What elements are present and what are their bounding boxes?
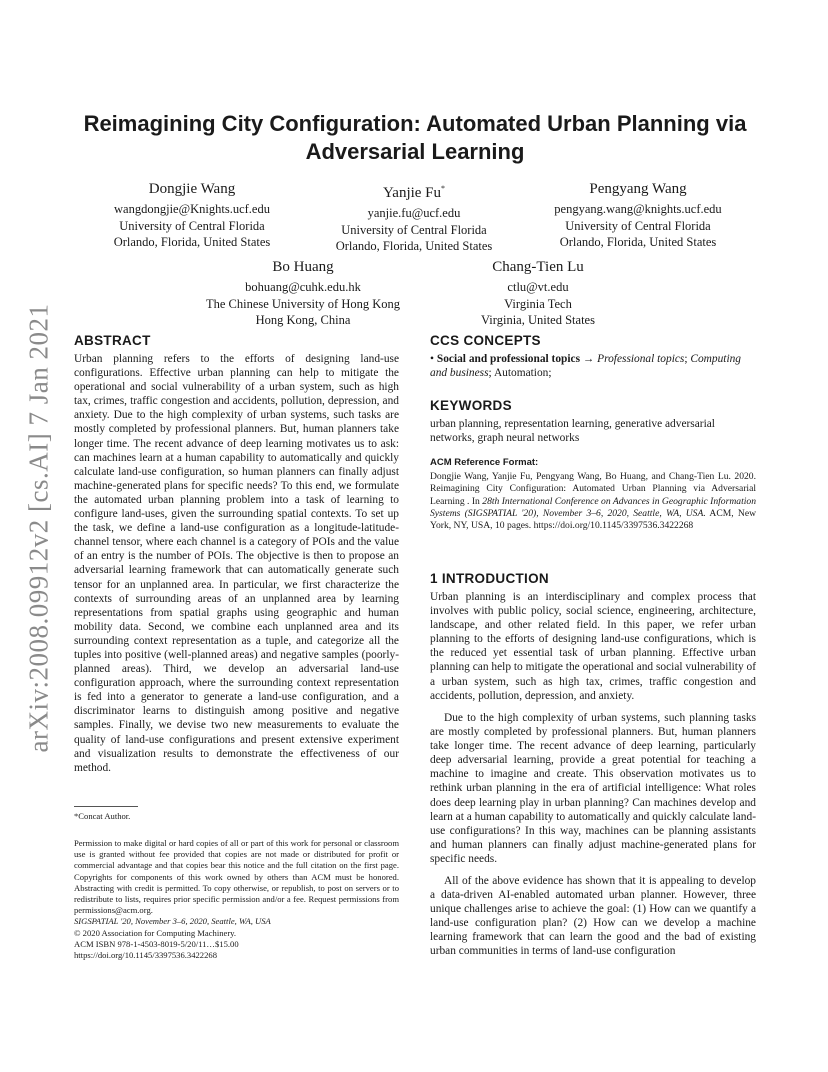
ccs-topic: Computing and business xyxy=(430,353,742,380)
author-email: pengyang.wang@knights.ucf.edu xyxy=(554,202,722,216)
author-block xyxy=(322,179,506,255)
author-name: Bo Huang xyxy=(272,259,334,275)
permission-block xyxy=(74,838,399,961)
acm-ref-post: ACM, New York, NY, USA, 10 pages. https://doi.org/10.1145/3397536.3422268 xyxy=(430,507,756,532)
author-affiliation: University of Central Florida xyxy=(341,222,487,237)
author-block xyxy=(100,179,284,251)
keywords-text: urban planning, representation learning, generative adversarial networks, graph neural networks xyxy=(430,418,715,445)
acm-ref-heading: ACM Reference Format: xyxy=(430,457,539,468)
permission-text: Permission to make digital or hard copies of all or part of this work for personal or classroom use is granted without fee provided that copies are not made or distributed for profit or commercial advantage and that copies bear this notice and the full citation on the first page. Copyrights for components of this work owned by others than ACM must be honored. Abstracting with credit is permitted. To copy otherwise, or republish, to post on servers or to redistribute to lists, requires prior specific permission and/or a fee. Request permissions from permissions@acm.org. xyxy=(74,838,399,916)
ccs-topic: Professional topics xyxy=(597,353,685,365)
permission-doi: https://doi.org/10.1145/3397536.3422268 xyxy=(74,950,217,961)
ccs-concept: Social and professional topics xyxy=(436,353,581,365)
intro-heading: 1 INTRODUCTION xyxy=(430,571,549,586)
ccs-text: • Social and professional topics → Professional topics; Computing and business; Automation; xyxy=(430,353,742,380)
acm-ref-pre: Dongjie Wang, Yanjie Fu, Pengyang Wang, Bo Huang, and Chang-Tien Lu. 2020. Reimagining City Configuration: Automated Urban Planning via Adversarial Learning . In xyxy=(430,471,756,507)
author-affiliation: University of Central Florida xyxy=(565,218,711,233)
author-email: bohuang@cuhk.edu.hk xyxy=(245,280,361,294)
author-location: Orlando, Florida, United States xyxy=(335,239,493,253)
author-location: Orlando, Florida, United States xyxy=(113,235,271,249)
author-email: wangdongjie@Knights.ucf.edu xyxy=(114,202,270,216)
author-affiliation: Virginia Tech xyxy=(504,296,572,311)
author-location: Virginia, United States xyxy=(481,313,595,327)
author-location: Orlando, Florida, United States xyxy=(559,235,717,249)
abstract-heading: ABSTRACT xyxy=(74,333,151,348)
author-email: ctlu@vt.edu xyxy=(507,280,569,294)
author-location: Hong Kong, China xyxy=(255,313,351,327)
footnote-rule xyxy=(74,806,138,807)
ccs-arrow: → xyxy=(582,353,595,365)
acm-ref-venue: 28th International Conference on Advances in Geographic Information Systems (SIGSPATIAL '20), November 3–6, 2020, Seattle, WA, USA. xyxy=(430,495,756,519)
author-block xyxy=(190,257,416,329)
permission-isbn: ACM ISBN 978-1-4503-8019-5/20/11…$15.00 xyxy=(74,938,239,949)
author-affiliation: University of Central Florida xyxy=(119,218,265,233)
permission-copyright: © 2020 Association for Computing Machinery. xyxy=(74,927,237,938)
ccs-bullet: • xyxy=(430,353,434,365)
intro-paragraph: Urban planning is an interdisciplinary and complex process that involves with public policy, social science, engineering, architecture, landscape, and other related field. In this paper, we refer urban planning to the efforts of designing land-use configurations, which is the reduced yet essential task of urban planning. Effective urban planning can help to mitigate the operational and social vulnerability of a urban system, such as high tax, crimes, traffic congestion and accidents, pollution, depression, and anxiety. xyxy=(430,591,756,702)
footnote: *Concat Author. xyxy=(74,811,131,821)
ccs-heading: CCS CONCEPTS xyxy=(430,333,541,348)
arxiv-id-text: arXiv:2008.09912v2 [cs.AI] 7 Jan 2021 xyxy=(23,303,54,753)
author-mark: * xyxy=(441,184,446,193)
author-email: yanjie.fu@ucf.edu xyxy=(367,206,461,220)
author-affiliation: The Chinese University of Hong Kong xyxy=(205,296,401,311)
acm-ref-text xyxy=(430,471,756,532)
author-name: Yanjie Fu xyxy=(382,185,442,201)
permission-venue: SIGSPATIAL '20, November 3–6, 2020, Seattle, WA, USA xyxy=(74,916,271,927)
intro-paragraph: Due to the high complexity of urban systems, such planning tasks are mostly completed by professional planners. But, human planners take longer time. The recent advance of deep learning, particularly deep adversarial learning, provide a great potential for teaching a machine to imagine and create. This observation motivates us to rethink urban planning in the era of artificial intelligence: What roles does deep learning play in urban planning? Can machines develop and learn at a human capability to automatically and quickly calculate land-use configurations? In this way, machines can be planning assistants and human planners can finally adjust machine-generated plans for specific needs. xyxy=(430,712,756,865)
author-name: Dongjie Wang xyxy=(148,181,236,197)
author-name: Chang-Tien Lu xyxy=(492,259,584,275)
arxiv-identifier xyxy=(20,303,58,753)
author-name: Pengyang Wang xyxy=(589,181,687,197)
author-block xyxy=(538,179,738,251)
keywords-heading: KEYWORDS xyxy=(430,398,512,413)
author-block xyxy=(438,257,638,329)
intro-paragraph: All of the above evidence has shown that it is appealing to develop a data-driven AI-enabled automated urban planner. However, three unique challenges arise to achieve the goal: (1) How can we quantify a land-use configuration plan? (2) How can we develop a machine learning framework that can learn the good and the bad of existing urban communities in terms of land-use configuration xyxy=(430,875,756,958)
paper-title: Reimagining City Configuration: Automated Urban Planning via Adversarial Learning xyxy=(83,111,747,164)
ccs-topic: Automation; xyxy=(493,367,552,380)
abstract-text: Urban planning refers to the efforts of designing land-use configurations. Effective urban planning can help to mitigate the operational and social vulnerability of a urban system, such as high tax, crimes, traffic congestion and accidents, pollution, depression, and anxiety. Due to the high complexity of urban systems, such tasks are mostly completed by professional planners. But, human planners take longer time. The recent advance of deep learning motivates us to ask: can machines learn at a human capability to automatically and quickly calculate land-use configuration, so human planners can finally adjust machine-generated plans for specific needs? To this end, we formulate the automated urban planning problem into a task of learning to configure land-uses, given the surrounding spatial contexts. To set up the task, we define a land-use configuration as a longitude-latitude-channel tensor, where each channel is a category of POIs and the value of an entry is the number of POIs. The objective is then to propose an adversarial learning framework that can automatically generate such tensor for an unplanned area. In particular, we first characterize the contexts of surrounding areas of an unplanned area by learning representations from spatial graphs using geographic and human mobility data. Second, we combine each unplanned area and its surrounding context representation as a tuple, and categorize all the tuples into positive (well-planned areas) and negative samples (poorly-planned areas). Third, we develop an adversarial land-use configuration approach, where the surrounding context representation is fed into a generator to generate a land-use configuration, and a discriminator learns to distinguish among positive and negative samples. Finally, we devise two new measurements to evaluate the quality of land-use configurations and present extensive experiment and visualization results to demonstrate the effectiveness of our method. xyxy=(74,353,399,774)
